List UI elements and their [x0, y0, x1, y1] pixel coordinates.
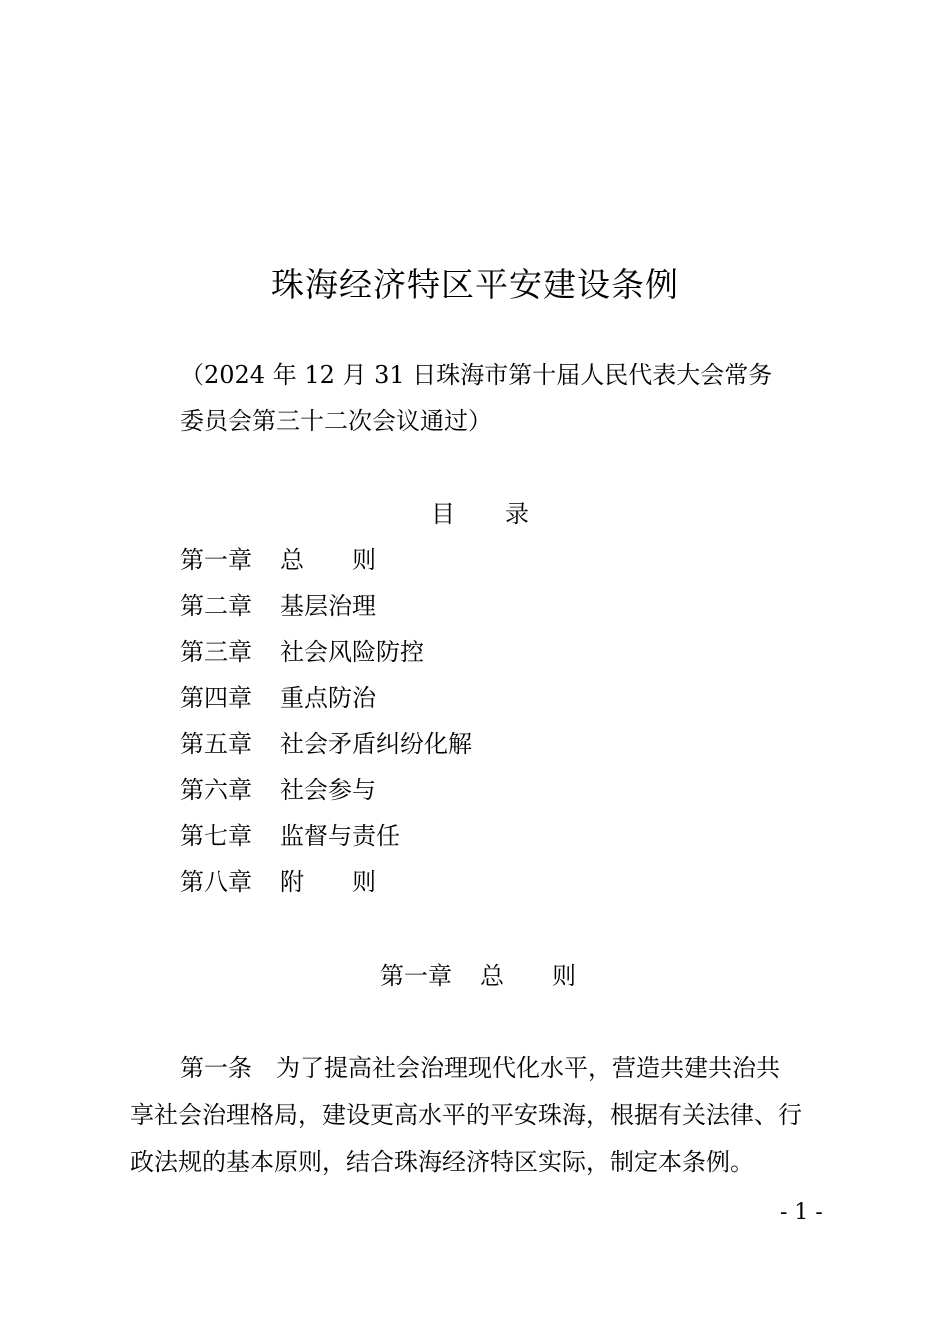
toc-chapter-title: 社会风险防控: [280, 638, 424, 666]
toc-item-chapter-1[interactable]: [180, 542, 472, 588]
toc-chapter-title: 监督与责任: [280, 822, 400, 850]
toc-chapter-number: 第六章: [180, 776, 252, 804]
article-1-line-2: 享社会治理格局，建设更高水平的平安珠海，根据有关法律、行: [130, 1101, 802, 1129]
adoption-note-line-2: 委员会第三十二次会议通过）: [180, 407, 492, 435]
toc-item-chapter-5[interactable]: [180, 726, 472, 772]
toc-chapter-number: 第三章: [180, 638, 252, 666]
toc-chapter-number: 第一章: [180, 546, 252, 574]
toc-item-chapter-3[interactable]: [180, 634, 472, 680]
toc-heading: [431, 498, 529, 530]
chapter-number: 第一章: [380, 962, 452, 990]
article-1-line-3: 政法规的基本原则，结合珠海经济特区实际，制定本条例。: [130, 1148, 754, 1176]
toc-chapter-number: 第五章: [180, 730, 252, 758]
toc-chapter-title: 总 则: [280, 546, 376, 574]
toc-chapter-number: 第二章: [180, 592, 252, 620]
toc-chapter-title: 社会参与: [280, 776, 376, 804]
toc-chapter-number: 第四章: [180, 684, 252, 712]
toc-chapter-number: 第七章: [180, 822, 252, 850]
toc-chapter-title: 社会矛盾纠纷化解: [280, 730, 472, 758]
chapter-title: 总 则: [480, 962, 576, 990]
toc-item-chapter-2[interactable]: [180, 588, 472, 634]
toc-chapter-number: 第八章: [180, 868, 252, 896]
toc-chapter-title: 重点防治: [280, 684, 376, 712]
toc-item-chapter-4[interactable]: [180, 680, 472, 726]
table-of-contents: [180, 542, 472, 910]
toc-item-chapter-8[interactable]: [180, 864, 472, 910]
toc-chapter-title: 附 则: [280, 868, 376, 896]
chapter-heading: [380, 958, 576, 994]
adoption-note-line-1: （2024 年 12 月 31 日珠海市第十届人民代表大会常务: [180, 361, 773, 389]
toc-heading-right: 录: [505, 500, 529, 528]
toc-item-chapter-6[interactable]: [180, 772, 472, 818]
toc-item-chapter-7[interactable]: [180, 818, 472, 864]
toc-chapter-title: 基层治理: [280, 592, 376, 620]
document-title: 珠海经济特区平安建设条例: [271, 265, 679, 304]
page-number: - 1 -: [780, 1200, 823, 1225]
article-1-line-1: 第一条 为了提高社会治理现代化水平，营造共建共治共: [180, 1054, 780, 1082]
toc-heading-left: 目: [431, 500, 455, 528]
